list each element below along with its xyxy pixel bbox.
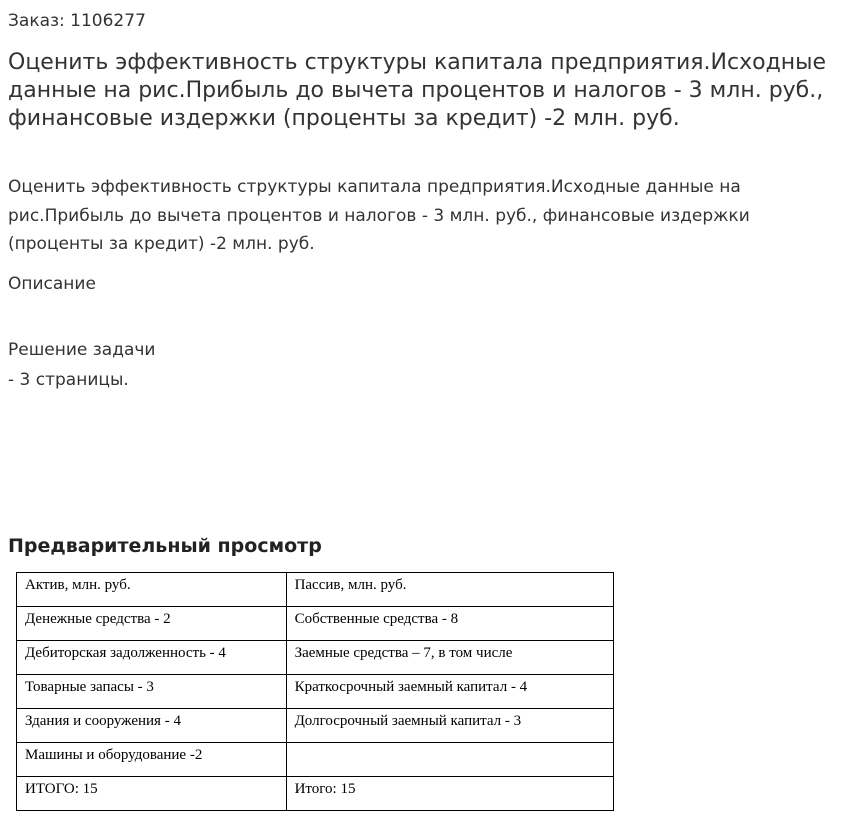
table-row: [17, 675, 614, 709]
table-row: [17, 743, 614, 777]
table-cell: Товарные запасы - 3: [17, 675, 287, 709]
table-row: [17, 709, 614, 743]
table-cell-assets-total: ИТОГО: 15: [17, 777, 287, 811]
table-row: [17, 607, 614, 641]
table-cell: Заемные средства – 7, в том числе: [286, 641, 613, 675]
task-description: Оценить эффективность структуры капитала предприятия.Исходные данные на рис.Прибыль до вычета процентов и налогов - 3 млн. руб., финансовые издержки (проценты за кредит) -2 млн. руб.: [8, 177, 750, 254]
table-cell: Собственные средства - 8: [286, 607, 613, 641]
preview-heading: Предварительный просмотр: [8, 535, 322, 557]
table-cell: Краткосрочный заемный капитал - 4: [286, 675, 613, 709]
table-cell: Денежные средства - 2: [17, 607, 287, 641]
table-cell-liabilities-total: Итого: 15: [286, 777, 613, 811]
balance-table: [16, 572, 614, 811]
solution-info: [8, 335, 155, 395]
table-cell: Долгосрочный заемный капитал - 3: [286, 709, 613, 743]
solution-title: Решение задачи: [8, 340, 156, 360]
table-cell-assets-header: Актив, млн. руб.: [17, 573, 287, 607]
table-row: [17, 777, 614, 811]
solution-pages: - 3 страницы.: [8, 370, 129, 390]
table-cell: Здания и сооружения - 4: [17, 709, 287, 743]
table-cell-empty: [286, 743, 613, 777]
table-row: [17, 573, 614, 607]
page-title: Оценить эффективность структуры капитала предприятия.Исходные данные на рис.Прибыль до вычета процентов и налогов - 3 млн. руб., финансовые издержки (проценты за кредит) -2 млн. руб.: [8, 50, 827, 131]
table-row: [17, 641, 614, 675]
table-cell: Машины и оборудование -2: [17, 743, 287, 777]
table-cell: Дебиторская задолженность - 4: [17, 641, 287, 675]
description-section-label: Описание: [8, 274, 96, 294]
table-cell-liabilities-header: Пассив, млн. руб.: [286, 573, 613, 607]
order-number: Заказ: 1106277: [8, 11, 146, 31]
